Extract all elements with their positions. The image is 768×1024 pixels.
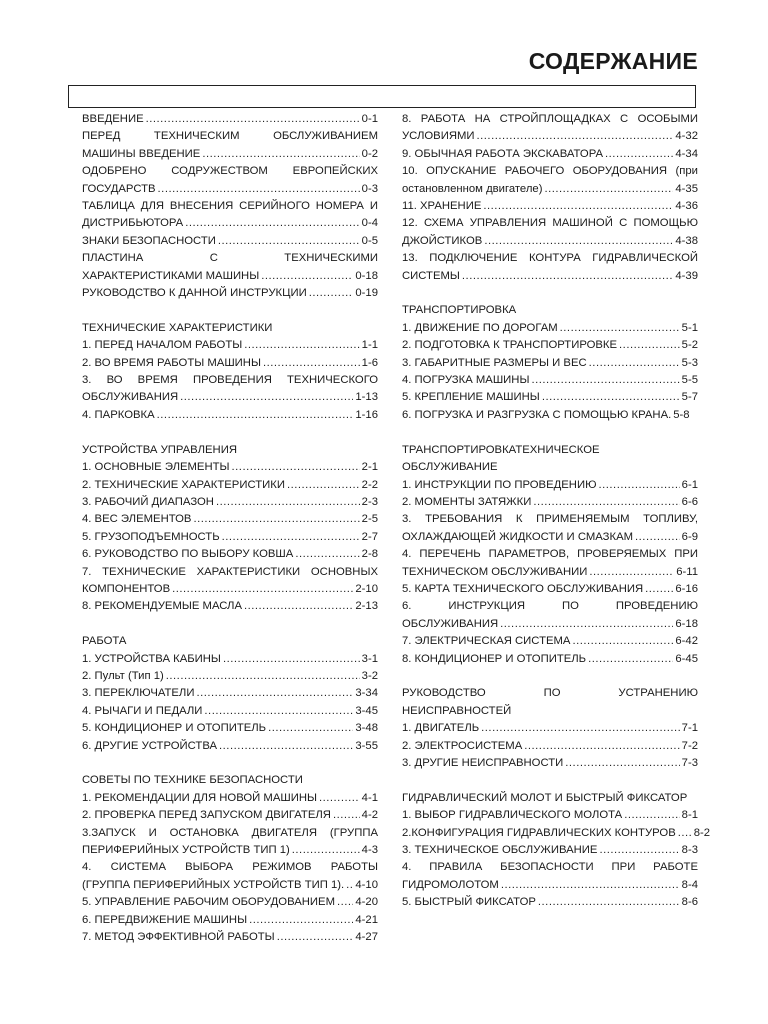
dot-leader: [309, 285, 354, 302]
toc-section: [402, 685, 698, 772]
page-number: 6-45: [675, 652, 698, 665]
dot-leader: [589, 564, 674, 581]
toc-entry-title: 8. РЕКОМЕНДУЕМЫЕ МАСЛА: [82, 600, 242, 613]
dot-leader: [193, 511, 359, 528]
toc-entry[interactable]: [82, 807, 378, 824]
toc-entry[interactable]: [402, 598, 698, 633]
toc-entry-title: 2. ВО ВРЕМЯ РАБОТЫ МАШИНЫ: [82, 356, 261, 369]
toc-entry[interactable]: [82, 372, 378, 407]
toc-entry-line: 10. ОПУСКАНИЕ РАБОЧЕГО ОБОРУДОВАНИЯ (при: [402, 165, 698, 178]
toc-entry-title: КОМПОНЕНТОВ: [82, 582, 171, 595]
toc-entry-title: ЗНАКИ БЕЗОПАСНОСТИ: [82, 234, 216, 247]
toc-entry-line: ПЕРЕД ТЕХНИЧЕСКИМ ОБСЛУЖИВАНИЕМ: [82, 130, 378, 143]
toc-entry[interactable]: [402, 894, 698, 911]
dot-leader: [244, 337, 359, 354]
toc-entry-line: РУКОВОДСТВО ПО УСТРАНЕНИЮ: [402, 687, 698, 700]
toc-entry-title: 2. ТЕХНИЧЕСКИЕ ХАРАКТЕРИСТИКИ: [82, 478, 285, 491]
page-number: 4-36: [675, 200, 698, 213]
toc-entry-title: 1. УСТРОЙСТВА КАБИНЫ: [82, 652, 221, 665]
page-number: 5-2: [681, 339, 698, 352]
toc-entry-title: 2. ПРОВЕРКА ПЕРЕД ЗАПУСКОМ ДВИГАТЕЛЯ: [82, 809, 331, 822]
toc-entry-title: ДЖОЙСТИКОВ: [402, 234, 483, 247]
toc-entry-title: ОХЛАЖДАЮЩЕЙ ЖИДКОСТИ И СМАЗКАМ: [402, 530, 634, 543]
toc-entry-line: 4. ПЕРЕЧЕНЬ ПАРАМЕТРОВ, ПРОВЕРЯЕМЫХ ПРИ: [402, 548, 698, 561]
page-number: 6-6: [681, 495, 698, 508]
toc-entry[interactable]: [402, 477, 698, 494]
dot-leader: [223, 651, 360, 668]
toc-entry-line: ОДОБРЕНО СОДРУЖЕСТВОМ ЕВРОПЕЙСКИХ: [82, 165, 378, 178]
toc-entry[interactable]: [402, 651, 698, 668]
page-number: 4-1: [361, 791, 378, 804]
toc-entry-line: 4. СИСТЕМА ВЫБОРА РЕЖИМОВ РАБОТЫ: [82, 861, 378, 874]
toc-entry-title: 2.КОНФИГУРАЦИЯ ГИДРАВЛИЧЕСКИХ КОНТУРОВ: [402, 826, 676, 839]
page-number: 3-34: [355, 687, 378, 700]
page-title: СОДЕРЖАНИЕ: [528, 48, 698, 74]
dot-leader: [292, 842, 360, 859]
dot-leader: [565, 755, 679, 772]
toc-entry[interactable]: [402, 198, 698, 215]
toc-entry[interactable]: [82, 477, 378, 494]
toc-entry-title: 2. ЭЛЕКТРОСИСТЕМА: [402, 739, 523, 752]
toc-entry[interactable]: [402, 215, 698, 250]
toc-entry[interactable]: [402, 389, 698, 406]
toc-entry-title: ДИСТРИБЬЮТОРА: [82, 217, 184, 230]
dot-leader: [219, 738, 353, 755]
toc-entry[interactable]: [82, 355, 378, 372]
dot-leader: [218, 233, 360, 250]
toc-section: [82, 111, 378, 302]
page-number: 4-34: [675, 147, 698, 160]
toc-entry[interactable]: [82, 198, 378, 233]
dot-leader: [204, 703, 353, 720]
dot-leader: [524, 738, 679, 755]
dot-leader: [678, 825, 692, 842]
toc-entry[interactable]: [82, 685, 378, 702]
dot-leader: [180, 389, 353, 406]
toc-entry-line: ТАБЛИЦА ДЛЯ ВНЕСЕНИЯ СЕРИЙНОГО НОМЕРА И: [82, 200, 378, 213]
toc-entry[interactable]: [82, 529, 378, 546]
dot-leader: [619, 337, 680, 354]
page-number: 5-7: [681, 391, 698, 404]
toc-entry[interactable]: [402, 859, 698, 894]
toc-right-column: [402, 111, 711, 929]
page-number: 6-16: [675, 582, 698, 595]
dot-leader: [481, 720, 680, 737]
dot-leader: [346, 877, 353, 894]
dot-leader: [560, 320, 680, 337]
page-number: 0-19: [355, 287, 378, 300]
toc-entry-title: 7. МЕТОД ЭФФЕКТИВНОЙ РАБОТЫ: [82, 931, 275, 944]
toc-entry-title: ХАРАКТЕРИСТИКАМИ МАШИНЫ: [82, 269, 260, 282]
toc-entry[interactable]: [402, 372, 698, 389]
dot-leader: [172, 581, 353, 598]
dot-leader: [216, 494, 360, 511]
dot-leader: [483, 198, 673, 215]
page-number: 2-8: [361, 548, 378, 561]
page-number: 4-39: [675, 269, 698, 282]
page-number: 8-2: [693, 826, 711, 839]
dot-leader: [244, 598, 353, 615]
page-number: 1-6: [361, 356, 378, 369]
page-number: 4-35: [675, 182, 698, 195]
toc-entry[interactable]: [82, 738, 378, 755]
toc-entry[interactable]: [82, 825, 378, 860]
dot-leader: [484, 233, 673, 250]
toc-entry-title: ОБСЛУЖИВАНИЯ: [82, 391, 179, 404]
toc-entry-title: 4. ПОГРУЗКА МАШИНЫ: [402, 374, 530, 387]
page-number: 4-32: [675, 130, 698, 143]
page-number: 0-4: [361, 217, 378, 230]
dot-leader: [500, 616, 673, 633]
toc-entry-title: 6. ДРУГИЕ УСТРОЙСТВА: [82, 739, 218, 752]
page-number: 3-55: [355, 739, 378, 752]
toc-entry-title: ГИДРОМОЛОТОМ: [402, 878, 499, 891]
toc-entry[interactable]: [402, 720, 698, 737]
toc-entry-line: 13. ПОДКЛЮЧЕНИЕ КОНТУРА ГИДРАВЛИЧЕСКОЙ: [402, 252, 698, 265]
dot-leader: [277, 929, 354, 946]
dot-leader: [185, 215, 359, 232]
toc-entry[interactable]: [82, 668, 378, 685]
toc-entry-title: 3. ТЕХНИЧЕСКОЕ ОБСЛУЖИВАНИЕ: [402, 844, 598, 856]
page-number: 1-1: [361, 339, 378, 352]
dot-leader: [544, 181, 673, 198]
toc-entry[interactable]: [82, 459, 378, 476]
toc-entry[interactable]: [82, 111, 378, 128]
toc-entry-title: ТЕХНИЧЕСКОМ ОБСЛУЖИВАНИИ: [402, 565, 588, 578]
toc-entry[interactable]: [82, 912, 378, 929]
toc-section: [402, 790, 711, 912]
page-number: 0-18: [355, 269, 378, 282]
toc-entry[interactable]: [82, 598, 378, 615]
dot-leader: [624, 807, 679, 824]
dot-leader: [222, 529, 360, 546]
toc-entry-line: 7. ТЕХНИЧЕСКИЕ ХАРАКТЕРИСТИКИ ОСНОВНЫХ: [82, 565, 378, 578]
dot-leader: [268, 720, 353, 737]
toc-entry[interactable]: [402, 320, 698, 337]
dot-leader: [599, 477, 680, 494]
toc-entry[interactable]: [82, 790, 378, 807]
toc-entry-line: ПЛАСТИНА С ТЕХНИЧЕСКИМИ: [82, 252, 378, 265]
dot-leader: [196, 685, 353, 702]
page-number: 2-3: [361, 495, 378, 508]
dot-leader: [166, 668, 360, 685]
page-number: 4-38: [675, 234, 698, 247]
header-bar: [68, 85, 696, 108]
toc-entry-title: ВВЕДЕНИЕ: [82, 113, 144, 125]
dot-leader: [589, 355, 680, 372]
toc-entry-title: 6. РУКОВОДСТВО ПО ВЫБОРУ КОВША: [82, 548, 294, 561]
dot-leader: [533, 494, 679, 511]
dot-leader: [319, 790, 360, 807]
page-number: 3-2: [361, 669, 378, 682]
toc-entry-title: 2. ПОДГОТОВКА К ТРАНСПОРТИРОВКЕ: [402, 339, 618, 352]
toc-entry-line: 12. СХЕМА УПРАВЛЕНИЯ МАШИНОЙ С ПОМОЩЬЮ: [402, 217, 698, 230]
page-number: 4-21: [355, 913, 378, 926]
section-heading: ГИДРАВЛИЧЕСКИЙ МОЛОТ И БЫСТРЫЙ ФИКСАТОР: [402, 791, 688, 804]
dot-leader: [295, 546, 359, 563]
toc-entry-title: 11. ХРАНЕНИЕ: [402, 200, 482, 213]
toc-entry-title: 8. КОНДИЦИОНЕР И ОТОПИТЕЛЬ: [402, 652, 587, 665]
toc-entry[interactable]: [82, 929, 378, 946]
section-heading: УСТРОЙСТВА УПРАВЛЕНИЯ: [82, 443, 237, 456]
page-number: 5-3: [681, 356, 698, 369]
toc-entry-title: 5. БЫСТРЫЙ ФИКСАТОР: [402, 896, 536, 909]
toc-entry-title: ОБСЛУЖИВАНИЯ: [402, 617, 499, 630]
toc-entry[interactable]: [402, 842, 698, 859]
toc-entry[interactable]: [402, 407, 698, 424]
page-number: 4-20: [355, 896, 378, 909]
dot-leader: [232, 459, 360, 476]
page-number: 6-11: [676, 565, 698, 578]
page-number: 0-1: [361, 113, 378, 125]
toc-entry-line: 3. ВО ВРЕМЯ ПРОВЕДЕНИЯ ТЕХНИЧЕСКОГО: [82, 374, 378, 387]
page-number: 6-9: [681, 530, 698, 543]
page-number: 4-2: [361, 809, 378, 822]
toc-entry[interactable]: [402, 111, 698, 146]
toc-entry[interactable]: [402, 546, 698, 581]
dot-leader: [588, 651, 673, 668]
page-number: 5-8: [673, 408, 690, 421]
page-number: 4-27: [355, 931, 378, 944]
toc-entry[interactable]: [82, 233, 378, 250]
page-number: 4-10: [355, 878, 378, 891]
toc-entry-title: 3. ГАБАРИТНЫЕ РАЗМЕРЫ И ВЕС: [402, 356, 587, 369]
toc-entry[interactable]: [402, 355, 698, 372]
section-heading: ТРАНСПОРТИРОВКАТЕХНИЧЕСКОЕ: [402, 443, 600, 456]
page-number: 1-16: [355, 408, 378, 421]
section-heading: ТЕХНИЧЕСКИЕ ХАРАКТЕРИСТИКИ: [82, 321, 273, 334]
page-number: 8-1: [681, 809, 698, 822]
page-number: 0-5: [361, 234, 378, 247]
toc-entry[interactable]: [82, 651, 378, 668]
dot-leader: [462, 268, 673, 285]
toc-entry-title: 2. МОМЕНТЫ ЗАТЯЖКИ: [402, 495, 532, 508]
toc-entry-title: 2. Пульт (Тип 1): [82, 669, 164, 682]
dot-leader: [542, 389, 680, 406]
toc-entry-title: 4. ВЕС ЭЛЕМЕНТОВ: [82, 513, 192, 526]
toc-section: [402, 442, 698, 668]
toc-entry-title: 5. УПРАВЛЕНИЕ РАБОЧИМ ОБОРУДОВАНИЕМ: [82, 896, 335, 909]
toc-entry[interactable]: [402, 511, 698, 546]
toc-entry-title: 3. ПЕРЕКЛЮЧАТЕЛИ: [82, 687, 195, 700]
dot-leader: [287, 477, 360, 494]
toc-section: [82, 633, 378, 755]
dot-leader: [477, 128, 674, 145]
toc-entry-title: 5. КОНДИЦИОНЕР И ОТОПИТЕЛЬ: [82, 722, 267, 735]
toc-entry-title: ГОСУДАРСТВ: [82, 182, 156, 195]
page-number: 5-1: [681, 321, 698, 334]
toc-section: [82, 442, 378, 616]
section-heading: РАБОТА: [82, 635, 127, 648]
toc-entry[interactable]: [402, 337, 698, 354]
toc-section: [402, 302, 698, 424]
toc-entry-title: 3. РАБОЧИЙ ДИАПАЗОН: [82, 495, 214, 508]
page-number: 4-3: [361, 844, 378, 856]
toc-entry[interactable]: [402, 633, 698, 650]
page-number: 3-45: [355, 704, 378, 717]
page-number: 3-48: [355, 722, 378, 735]
dot-leader: [501, 877, 680, 894]
toc-section: [82, 772, 378, 946]
toc-entry-title: 3. ДРУГИЕ НЕИСПРАВНОСТИ: [402, 756, 564, 769]
toc-section: [402, 111, 698, 285]
section-heading: ОБСЛУЖИВАНИЕ: [402, 461, 498, 474]
toc-entry[interactable]: [82, 564, 378, 599]
toc-entry[interactable]: [82, 163, 378, 198]
dot-leader: [531, 372, 679, 389]
toc-entry-line: 4. ПРАВИЛА БЕЗОПАСНОСТИ ПРИ РАБОТЕ: [402, 861, 698, 874]
toc-entry-title: НЕИСПРАВНОСТЕЙ: [402, 704, 512, 717]
dot-leader: [202, 146, 359, 163]
page-number: 8-4: [681, 878, 698, 891]
dot-leader: [538, 894, 680, 911]
toc-entry-title: СИСТЕМЫ: [402, 269, 460, 282]
toc-entry-title: 7. ЭЛЕКТРИЧЕСКАЯ СИСТЕМА: [402, 635, 571, 648]
page-number: 7-2: [681, 739, 698, 752]
toc-entry[interactable]: [82, 128, 378, 163]
dot-leader: [263, 355, 360, 372]
toc-section: [82, 320, 378, 424]
page-number: 8-3: [681, 844, 698, 856]
toc-entry[interactable]: [82, 894, 378, 911]
page-number: 2-13: [355, 600, 378, 613]
toc-entry[interactable]: [82, 546, 378, 563]
toc-entry[interactable]: [82, 494, 378, 511]
dot-leader: [261, 268, 353, 285]
toc-entry[interactable]: [82, 511, 378, 528]
dot-leader: [635, 529, 680, 546]
toc-entry-title: остановленном двигателе): [402, 182, 543, 195]
toc-entry-title: 1. ВЫБОР ГИДРАВЛИЧЕСКОГО МОЛОТА: [402, 809, 623, 822]
dot-leader: [333, 807, 360, 824]
toc-entry-title: 5. КАРТА ТЕХНИЧЕСКОГО ОБСЛУЖИВАНИЯ: [402, 582, 644, 595]
dot-leader: [146, 111, 360, 128]
dot-leader: [645, 581, 673, 598]
toc-entry[interactable]: [402, 581, 698, 598]
toc-entry-title: МАШИНЫ ВВЕДЕНИЕ: [82, 147, 201, 160]
page-number: 7-3: [681, 756, 698, 769]
page-number: 6-42: [675, 635, 698, 648]
toc-entry-title: 1. ОСНОВНЫЕ ЭЛЕМЕНТЫ: [82, 461, 230, 474]
toc-entry-title: (ГРУППА ПЕРИФЕРИЙНЫХ УСТРОЙСТВ ТИП 1).: [82, 878, 345, 891]
page-number: 0-2: [361, 147, 378, 160]
toc-entry-title: 5. КРЕПЛЕНИЕ МАШИНЫ: [402, 391, 540, 404]
toc-entry[interactable]: [402, 494, 698, 511]
dot-leader: [605, 146, 673, 163]
section-heading: ТРАНСПОРТИРОВКА: [402, 304, 517, 317]
page-number: 8-6: [681, 896, 698, 909]
page-number: 2-10: [355, 582, 378, 595]
toc-entry-title: 1. ПЕРЕД НАЧАЛОМ РАБОТЫ: [82, 339, 243, 352]
page-number: 2-5: [361, 513, 378, 526]
dot-leader: [157, 407, 354, 424]
dot-leader: [249, 912, 353, 929]
toc-entry-title: 9. ОБЫЧНАЯ РАБОТА ЭКСКАВАТОРА: [402, 147, 604, 160]
toc-entry[interactable]: [402, 163, 698, 198]
toc-entry-title: УСЛОВИЯМИ: [402, 130, 475, 143]
toc-entry[interactable]: [402, 738, 698, 755]
page-number: 7-1: [681, 722, 698, 735]
dot-leader: [599, 842, 679, 859]
toc-entry[interactable]: [402, 250, 698, 285]
toc-entry[interactable]: [402, 146, 698, 163]
page-number: 3-1: [361, 652, 378, 665]
toc-entry-title: 5. ГРУЗОПОДЪЕМНОСТЬ: [82, 530, 220, 543]
toc-entry-title: ПЕРИФЕРИЙНЫХ УСТРОЙСТВ ТИП 1): [82, 844, 290, 856]
toc-left-column: [82, 111, 378, 964]
toc-entry-title: РУКОВОДСТВО К ДАННОЙ ИНСТРУКЦИИ: [82, 287, 307, 300]
dot-leader: [572, 633, 673, 650]
toc-entry[interactable]: [82, 250, 378, 285]
toc-entry[interactable]: [82, 859, 378, 894]
dot-leader: [158, 181, 360, 198]
toc-entry-title: 1. РЕКОМЕНДАЦИИ ДЛЯ НОВОЙ МАШИНЫ: [82, 791, 317, 804]
dot-leader: [337, 894, 353, 911]
toc-entry-line: 8. РАБОТА НА СТРОЙПЛОЩАДКАХ С ОСОБЫМИ: [402, 113, 698, 125]
toc-entry-title: 1. ИНСТРУКЦИИ ПО ПРОВЕДЕНИЮ: [402, 478, 597, 491]
toc-entry-line: 3. ТРЕБОВАНИЯ К ПРИМЕНЯЕМЫМ ТОПЛИВУ,: [402, 513, 698, 526]
toc-entry[interactable]: [402, 755, 698, 772]
toc-entry[interactable]: [402, 807, 698, 824]
toc-entry-line: 3.ЗАПУСК И ОСТАНОВКА ДВИГАТЕЛЯ (ГРУППА: [82, 826, 378, 839]
toc-entry-title: 6. ПОГРУЗКА И РАЗГРУЗКА С ПОМОЩЬЮ КРАНА.: [402, 408, 672, 421]
toc-entry[interactable]: [82, 285, 378, 302]
toc-entry[interactable]: [82, 720, 378, 737]
page-number: 2-2: [361, 478, 378, 491]
page-number: 5-5: [681, 374, 698, 387]
toc-entry-title: 4. РЫЧАГИ И ПЕДАЛИ: [82, 704, 203, 717]
page-number: 2-7: [361, 530, 378, 543]
toc-entry[interactable]: [402, 825, 711, 842]
page-number: 2-1: [361, 461, 378, 474]
toc-entry-title: 1. ДВИГАТЕЛЬ: [402, 722, 480, 735]
page-number: 6-1: [681, 478, 698, 491]
toc-entry-title: 6. ПЕРЕДВИЖЕНИЕ МАШИНЫ: [82, 913, 248, 926]
toc-entry-line: 6. ИНСТРУКЦИЯ ПО ПРОВЕДЕНИЮ: [402, 600, 698, 613]
toc-entry[interactable]: [402, 685, 698, 720]
page-number: 1-13: [355, 391, 378, 404]
toc-entry[interactable]: [82, 407, 378, 424]
toc-entry-title: 4. ПАРКОВКА: [82, 408, 155, 421]
page-number: 0-3: [361, 182, 378, 195]
toc-entry-title: 1. ДВИЖЕНИЕ ПО ДОРОГАМ: [402, 321, 558, 334]
toc-entry[interactable]: [82, 337, 378, 354]
toc-entry[interactable]: [82, 703, 378, 720]
page-number: 6-18: [675, 617, 698, 630]
section-heading: СОВЕТЫ ПО ТЕХНИКЕ БЕЗОПАСНОСТИ: [82, 774, 303, 787]
